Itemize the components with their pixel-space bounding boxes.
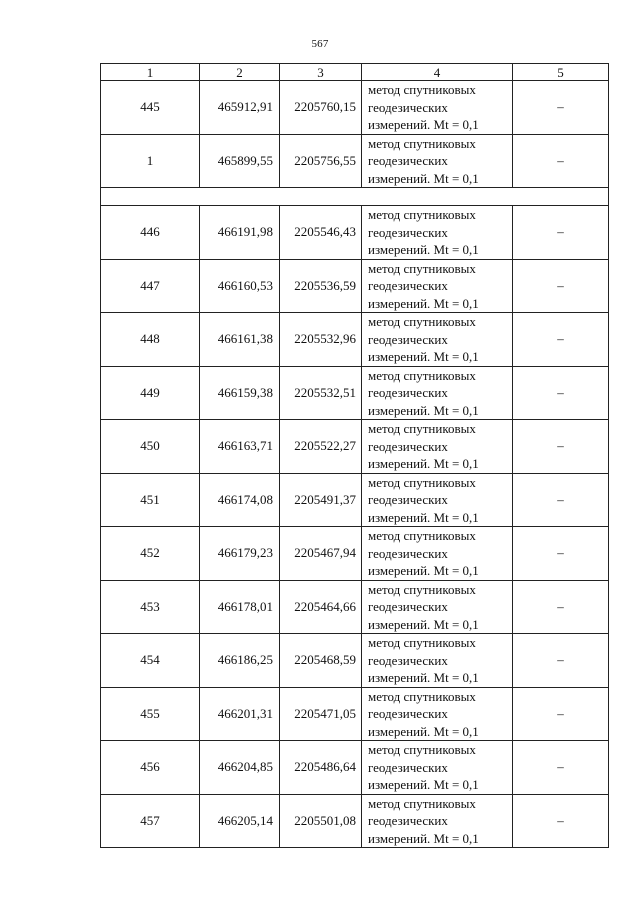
method-cell [362, 634, 513, 688]
x-coordinate-cell: 466178,01 [200, 580, 280, 634]
note-cell: – [513, 794, 609, 848]
method-text-line: измерений. Mt = 0,1 [368, 509, 479, 525]
method-cell [362, 527, 513, 581]
y-coordinate-cell: 2205486,64 [280, 741, 362, 795]
method-cell [362, 420, 513, 474]
method-text-line: метод спутниковых [368, 688, 476, 704]
y-coordinate-cell: 2205467,94 [280, 527, 362, 581]
point-number-cell: 456 [101, 741, 200, 795]
note-cell: – [513, 473, 609, 527]
separator-cell [101, 188, 609, 206]
y-coordinate-cell: 2205532,51 [280, 366, 362, 420]
y-coordinate-cell: 2205522,27 [280, 420, 362, 474]
note-cell: – [513, 366, 609, 420]
note-cell: – [513, 741, 609, 795]
table-row [101, 366, 609, 420]
method-text-line: геодезических [368, 759, 448, 775]
table-header-row [101, 64, 609, 81]
table-row [101, 420, 609, 474]
method-text-line: измерений. Mt = 0,1 [368, 117, 479, 132]
column-header: 4 [362, 64, 513, 81]
table-row [101, 527, 609, 581]
y-coordinate-cell: 2205491,37 [280, 473, 362, 527]
page-number: 567 [311, 38, 329, 50]
method-text-line: измерений. Mt = 0,1 [368, 295, 479, 311]
method-cell [362, 794, 513, 848]
point-number-cell: 450 [101, 420, 200, 474]
note-cell: – [513, 313, 609, 367]
point-number-cell: 453 [101, 580, 200, 634]
point-number-cell: 454 [101, 634, 200, 688]
table-row [101, 206, 609, 260]
column-header: 2 [200, 64, 280, 81]
method-text-line: геодезических [368, 706, 448, 721]
method-text-line: метод спутниковых [368, 581, 476, 597]
method-text-line: метод спутниковых [368, 635, 476, 650]
method-text-line: измерений. Mt = 0,1 [368, 349, 479, 364]
method-cell [362, 473, 513, 527]
table-row [101, 580, 609, 634]
y-coordinate-cell: 2205532,96 [280, 313, 362, 367]
point-number-cell: 445 [101, 81, 200, 135]
point-number-cell: 448 [101, 313, 200, 367]
method-text-line: метод спутниковых [368, 742, 476, 757]
y-coordinate-cell: 2205756,55 [280, 134, 362, 188]
point-number-cell: 451 [101, 473, 200, 527]
note-cell: – [513, 134, 609, 188]
x-coordinate-cell: 465899,55 [200, 134, 280, 188]
coordinates-table [100, 63, 609, 848]
method-text-line: измерений. Mt = 0,1 [368, 563, 479, 578]
x-coordinate-cell: 466201,31 [200, 687, 280, 741]
table-row [101, 741, 609, 795]
x-coordinate-cell: 466161,38 [200, 313, 280, 367]
method-text-line: геодезических [368, 224, 448, 240]
method-text-line: метод спутниковых [368, 207, 476, 222]
method-text-line: геодезических [368, 99, 448, 115]
x-coordinate-cell: 466205,14 [200, 794, 280, 848]
method-cell [362, 687, 513, 741]
y-coordinate-cell: 2205536,59 [280, 259, 362, 313]
method-text-line: измерений. Mt = 0,1 [368, 830, 479, 846]
method-cell [362, 206, 513, 260]
method-text-line: измерений. Mt = 0,1 [368, 616, 479, 632]
method-text-line: измерений. Mt = 0,1 [368, 402, 479, 418]
method-text-line: геодезических [368, 652, 448, 668]
column-header: 5 [513, 64, 609, 81]
point-number-cell: 457 [101, 794, 200, 848]
y-coordinate-cell: 2205501,08 [280, 794, 362, 848]
column-header: 3 [280, 64, 362, 81]
method-cell [362, 259, 513, 313]
y-coordinate-cell: 2205546,43 [280, 206, 362, 260]
table-row [101, 313, 609, 367]
point-number-cell: 452 [101, 527, 200, 581]
method-text-line: метод спутниковых [368, 795, 476, 811]
point-number-cell: 447 [101, 259, 200, 313]
method-text-line: геодезических [368, 545, 448, 561]
method-text-line: измерений. Mt = 0,1 [368, 242, 479, 257]
method-text-line: метод спутниковых [368, 528, 476, 543]
y-coordinate-cell: 2205471,05 [280, 687, 362, 741]
x-coordinate-cell: 466191,98 [200, 206, 280, 260]
table-row [101, 81, 609, 135]
point-number-cell: 1 [101, 134, 200, 188]
point-number-cell: 446 [101, 206, 200, 260]
method-text-line: геодезических [368, 599, 448, 614]
y-coordinate-cell: 2205760,15 [280, 81, 362, 135]
x-coordinate-cell: 466160,53 [200, 259, 280, 313]
section-separator-row [101, 188, 609, 206]
x-coordinate-cell: 466174,08 [200, 473, 280, 527]
method-cell [362, 134, 513, 188]
method-cell [362, 366, 513, 420]
x-coordinate-cell: 466204,85 [200, 741, 280, 795]
table-row [101, 634, 609, 688]
point-number-cell: 455 [101, 687, 200, 741]
table-row [101, 134, 609, 188]
note-cell: – [513, 420, 609, 474]
table-body [101, 81, 609, 848]
point-number-cell: 449 [101, 366, 200, 420]
table-row [101, 794, 609, 848]
table-row [101, 687, 609, 741]
method-text-line: геодезических [368, 331, 448, 347]
method-text-line: геодезических [368, 278, 448, 293]
method-text-line: метод спутниковых [368, 367, 476, 383]
x-coordinate-cell: 466159,38 [200, 366, 280, 420]
column-header: 1 [101, 64, 200, 81]
method-text-line: метод спутниковых [368, 260, 476, 276]
method-text-line: измерений. Mt = 0,1 [368, 170, 479, 186]
x-coordinate-cell: 465912,91 [200, 81, 280, 135]
y-coordinate-cell: 2205464,66 [280, 580, 362, 634]
note-cell: – [513, 634, 609, 688]
note-cell: – [513, 81, 609, 135]
y-coordinate-cell: 2205468,59 [280, 634, 362, 688]
note-cell: – [513, 527, 609, 581]
table-row [101, 259, 609, 313]
method-text-line: измерений. Mt = 0,1 [368, 456, 479, 471]
table-row [101, 473, 609, 527]
method-text-line: метод спутниковых [368, 421, 476, 436]
x-coordinate-cell: 466163,71 [200, 420, 280, 474]
method-text-line: геодезических [368, 153, 448, 168]
note-cell: – [513, 580, 609, 634]
method-text-line: метод спутниковых [368, 135, 476, 151]
method-text-line: геодезических [368, 492, 448, 507]
note-cell: – [513, 687, 609, 741]
method-text-line: измерений. Mt = 0,1 [368, 777, 479, 792]
method-text-line: метод спутниковых [368, 314, 476, 329]
method-cell [362, 580, 513, 634]
method-text-line: геодезических [368, 438, 448, 454]
method-text-line: измерений. Mt = 0,1 [368, 723, 479, 739]
method-cell [362, 81, 513, 135]
method-text-line: геодезических [368, 385, 448, 400]
note-cell: – [513, 206, 609, 260]
method-text-line: геодезических [368, 813, 448, 828]
x-coordinate-cell: 466179,23 [200, 527, 280, 581]
method-text-line: метод спутниковых [368, 82, 476, 97]
note-cell: – [513, 259, 609, 313]
method-text-line: измерений. Mt = 0,1 [368, 670, 479, 685]
method-text-line: метод спутниковых [368, 474, 476, 490]
method-cell [362, 313, 513, 367]
x-coordinate-cell: 466186,25 [200, 634, 280, 688]
method-cell [362, 741, 513, 795]
